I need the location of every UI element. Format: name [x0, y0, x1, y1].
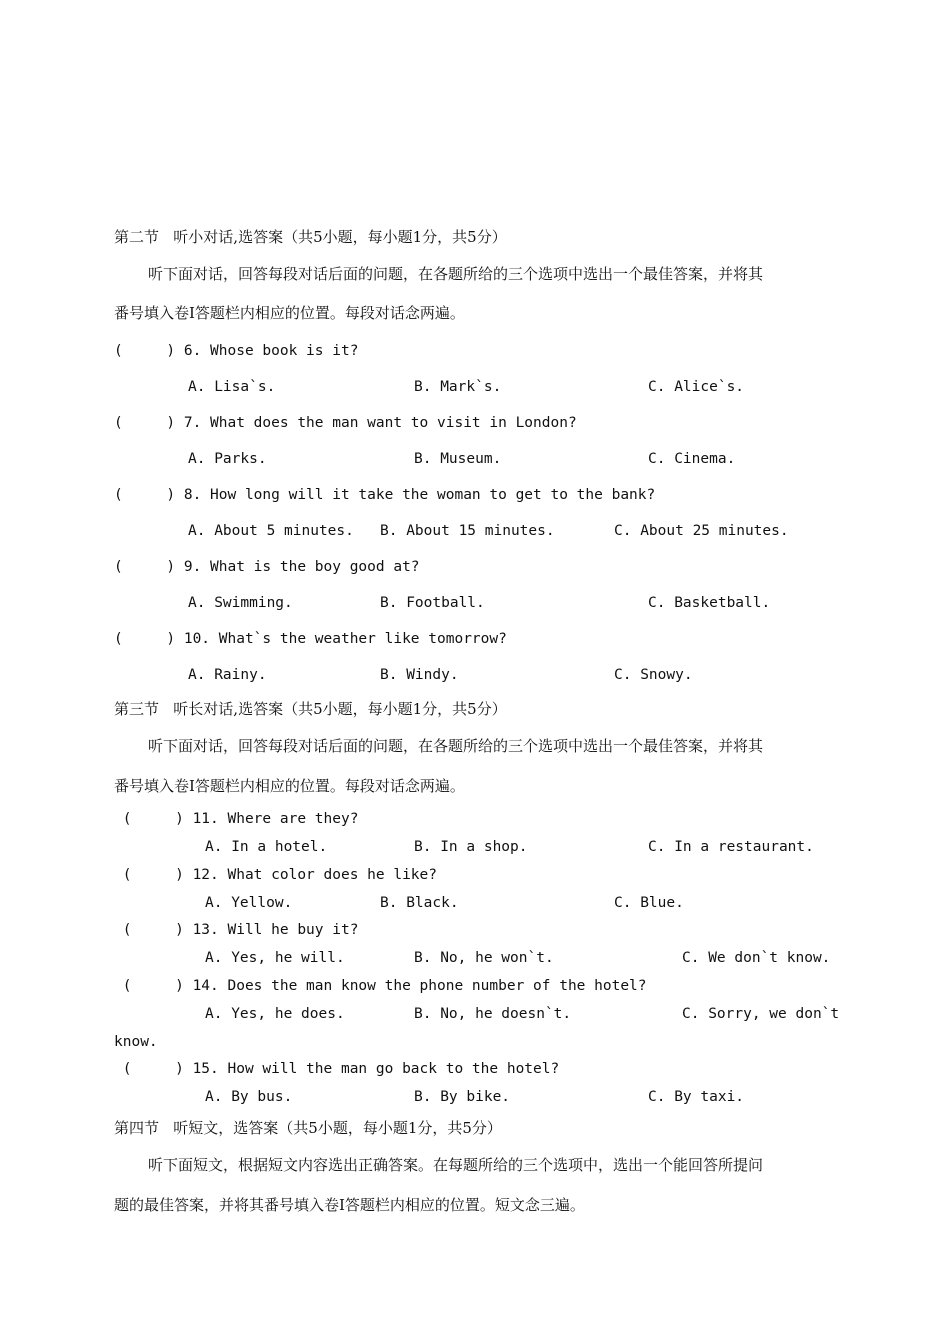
question-8-stem: ( ) 8. How long will it take the woman to get to the bank? [114, 487, 656, 503]
question-14-option-a: A. Yes, he does. [205, 1006, 345, 1022]
section2-title: 第二节 听小对话,选答案（共5小题，每小题1分，共5分） [114, 228, 507, 246]
question-11-stem: ( ) 11. Where are they? [114, 811, 359, 827]
question-7-stem: ( ) 7. What does the man want to visit in London? [114, 415, 577, 431]
question-14-stem: ( ) 14. Does the man know the phone number of the hotel? [114, 978, 647, 994]
question-12-option-b: B. Black. [380, 895, 459, 911]
question-14-option-c: C. Sorry, we don`t [682, 1006, 840, 1022]
question-15-option-a: A. By bus. [205, 1089, 293, 1105]
question-8-option-b: B. About 15 minutes. [380, 523, 555, 539]
section4-instruction-line2: 题的最佳答案，并将其番号填入卷Ⅰ答题栏内相应的位置。短文念三遍。 [114, 1196, 585, 1214]
question-12-stem: ( ) 12. What color does he like? [114, 867, 438, 883]
section4-instruction-line1: 听下面短文，根据短文内容选出正确答案。在每题所给的三个选项中，选出一个能回答所提问 [148, 1156, 764, 1174]
question-8-option-c: C. About 25 minutes. [614, 523, 789, 539]
section3-title: 第三节 听长对话,选答案（共5小题，每小题1分，共5分） [114, 700, 507, 718]
question-7-option-a: A. Parks. [188, 451, 267, 467]
question-13-option-c: C. We don`t know. [682, 950, 831, 966]
question-7-option-c: C. Cinema. [648, 451, 736, 467]
section2-instruction-line2: 番号填入卷Ⅰ答题栏内相应的位置。每段对话念两遍。 [114, 304, 465, 322]
question-11-option-c: C. In a restaurant. [648, 839, 814, 855]
question-10-option-b: B. Windy. [380, 667, 459, 683]
question-9-option-c: C. Basketball. [648, 595, 771, 611]
question-11-option-b: B. In a shop. [414, 839, 528, 855]
section3-instruction-line1: 听下面对话，回答每段对话后面的问题，在各题所给的三个选项中选出一个最佳答案，并将其 [148, 737, 764, 755]
question-10-stem: ( ) 10. What`s the weather like tomorrow? [114, 631, 507, 647]
question-9-option-b: B. Football. [380, 595, 485, 611]
question-13-option-a: A. Yes, he will. [205, 950, 345, 966]
question-15-option-b: B. By bike. [414, 1089, 511, 1105]
question-8-option-a: A. About 5 minutes. [188, 523, 354, 539]
question-7-option-b: B. Museum. [414, 451, 502, 467]
question-13-stem: ( ) 13. Will he buy it? [114, 922, 359, 938]
question-6-option-a: A. Lisa`s. [188, 379, 276, 395]
question-11-option-a: A. In a hotel. [205, 839, 328, 855]
question-6-option-c: C. Alice`s. [648, 379, 745, 395]
question-12-option-c: C. Blue. [614, 895, 684, 911]
question-6-option-b: B. Mark`s. [414, 379, 502, 395]
question-9-stem: ( ) 9. What is the boy good at? [114, 559, 420, 575]
section3-instruction-line2: 番号填入卷Ⅰ答题栏内相应的位置。每段对话念两遍。 [114, 777, 465, 795]
question-13-option-b: B. No, he won`t. [414, 950, 554, 966]
section4-title: 第四节 听短文，选答案（共5小题，每小题1分，共5分） [114, 1119, 502, 1137]
question-15-option-c: C. By taxi. [648, 1089, 745, 1105]
question-10-option-c: C. Snowy. [614, 667, 693, 683]
question-10-option-a: A. Rainy. [188, 667, 267, 683]
section2-instruction-line1: 听下面对话，回答每段对话后面的问题，在各题所给的三个选项中选出一个最佳答案，并将其 [148, 265, 764, 283]
question-14-option-c-continued: know. [114, 1034, 158, 1050]
question-14-option-b: B. No, he doesn`t. [414, 1006, 572, 1022]
question-6-stem: ( ) 6. Whose book is it? [114, 343, 359, 359]
question-12-option-a: A. Yellow. [205, 895, 293, 911]
question-15-stem: ( ) 15. How will the man go back to the hotel? [114, 1061, 560, 1077]
question-9-option-a: A. Swimming. [188, 595, 293, 611]
